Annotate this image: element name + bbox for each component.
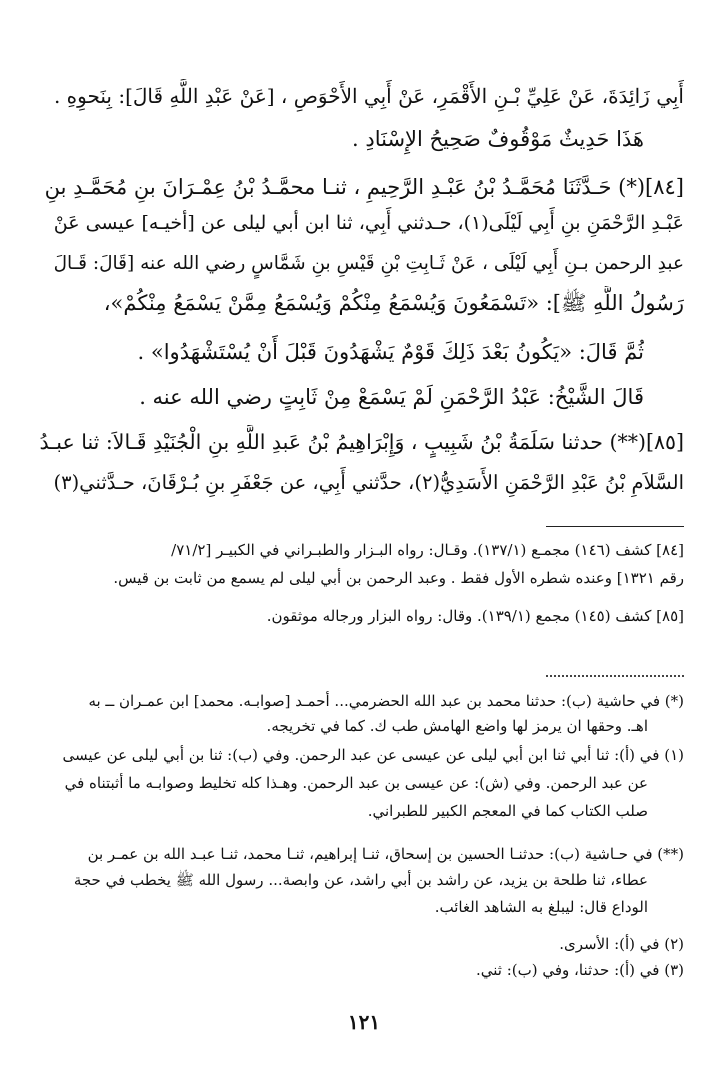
text-line: أَبِي زَائِدَةَ، عَنْ عَلِيِّ بْـنِ الأَقْمَرِ، عَنْ أَبِي الأَحْوَصِ ، [عَنْ عَبْدِ اللَّهِ قَالَ]: بِنَحوِهِ . <box>53 84 684 108</box>
text-line: السَّلاَمِ بْنُ عَبْدِ الرَّحْمَنِ الأَسَدِيُّ(٢)، حدَّثني أَبِي، عن جَعْفَرِ بنِ بُـرْقَانَ، حـدَّثني(٣) <box>53 471 684 494</box>
footnote-line: عن عبد الرحمن. وفي (ش): عن عيسى بن عبد الرحمن. وهـذا كله تخليط وصوابـه ما أثبتناه في <box>64 774 648 792</box>
text-line: ثُمَّ قَالَ: «يَكُونُ بَعْدَ ذَلِكَ قَوْمٌ يَشْهَدُونَ قَبْلَ أَنْ يُسْتَشْهَدُوا» . <box>137 340 644 364</box>
takhrij-line: [٨٥] كشف (١٤٥) مجمع (١٣٩/١). وقال: رواه البزار ورجاله موثقون. <box>266 607 684 625</box>
takhrij-line: [٨٤] كشف (١٤٦) مجمـع (١٣٧/١). وقـال: رواه البـزار والطبـراني في الكبيـر [٧١/٢/ <box>171 541 684 559</box>
page-number: ١٢١ <box>347 1010 381 1034</box>
footnote-line: عطاء، ثنا طلحة بن يزيد، عن راشد بن أبي راشد، عن وابصة... رسول الله ﷺ يخطب في حجة <box>73 871 648 889</box>
text-line: رَسُولُ اللَّهِ ﷺ]: «تَسْمَعُونَ وَيُسْمَعُ مِنْكُمْ وَيُسْمَعُ مِمَّنْ يَسْمَعُ مِنْكُمْ»، <box>103 291 684 315</box>
hadith-84-heading: [٨٤](*) حَـدَّثَنَا مُحَمَّـدُ بْنُ عَبْـدِ الرَّحِيمِ ، ثنـا محمَّـدُ بْنُ عِمْـرَانَ بنِ مُحَمَّـدِ بنِ <box>44 175 684 199</box>
footnote-line: (٣) في (أ): حدثنا، وفي (ب): ثني. <box>475 961 684 979</box>
footnote-line: الوداع قال: ليبلغ به الشاهد الغائب. <box>434 898 648 916</box>
footnote-line: (١) في (أ): ثنا أبي ثنا ابن أبي ليلى عن عيسى عن عبد الرحمن. وفي (ب): ثنا بن أبي ليلى عن عيسى <box>62 746 684 764</box>
footnote-line: (٢) في (أ): الأسرى. <box>559 935 684 953</box>
footnote-line: (**) في حـاشية (ب): حدثنـا الحسين بن إسحاق، ثنـا إبراهيم، ثنـا محمد، ثنـا عبـد الله بن عمـر بن <box>87 845 684 863</box>
footnote-line: (*) في حاشية (ب): حدثنا محمد بن عبد الله الحضرمي... أحمـد [صوابـه. محمد] ابن عمـران ــ به <box>88 692 684 710</box>
footnote-divider <box>546 675 684 677</box>
text-line: عبدِ الرحمن بـنِ أَبِي لَيْلَى ، عَنْ ثَـابِتِ بْنِ قَيْسِ بنِ شَمَّاسٍ رضي الله عنه [قَالَ: قَـالَ <box>53 253 684 274</box>
text-line: عَبْـدِ الرَّحْمَنِ بنِ أَبِي لَيْلَى(١)، حـدثني أَبِي، ثنا ابن أبي ليلى عن [أخيـه] عيسى عَنْ <box>53 212 684 234</box>
footnote-line: اهـ. وحقها ان يرمز لها واضع الهامش طب ك. كما في تخريجه. <box>266 717 648 735</box>
text-line: هَذَا حَدِيثٌ مَوْقُوفٌ صَحِيحُ الإِسْنَادِ . <box>352 127 644 151</box>
footnote-line: صلب الكتاب كما في المعجم الكبير للطبراني. <box>367 802 648 820</box>
takhrij-divider <box>546 526 684 527</box>
takhrij-line: رقم ١٣٢١] وعنده شطره الأول فقط . وعبد الرحمن بن أبي ليلى لم يسمع من ثابت بن قيس. <box>113 569 684 587</box>
hadith-85-heading: [٨٥](**) حدثنا سَلَمَةُ بْنُ شَبِيبٍ ، وَإِبْرَاهِيمُ بْنُ عَبدِ اللَّهِ بنِ الْجُنَيْدِ قَـالاَ: ثنا عبـدُ <box>40 430 684 454</box>
text-line: قَالَ الشَّيْخُ: عَبْدُ الرَّحْمَنِ لَمْ يَسْمَعْ مِنْ ثَابِتٍ رضي الله عنه . <box>139 385 644 409</box>
